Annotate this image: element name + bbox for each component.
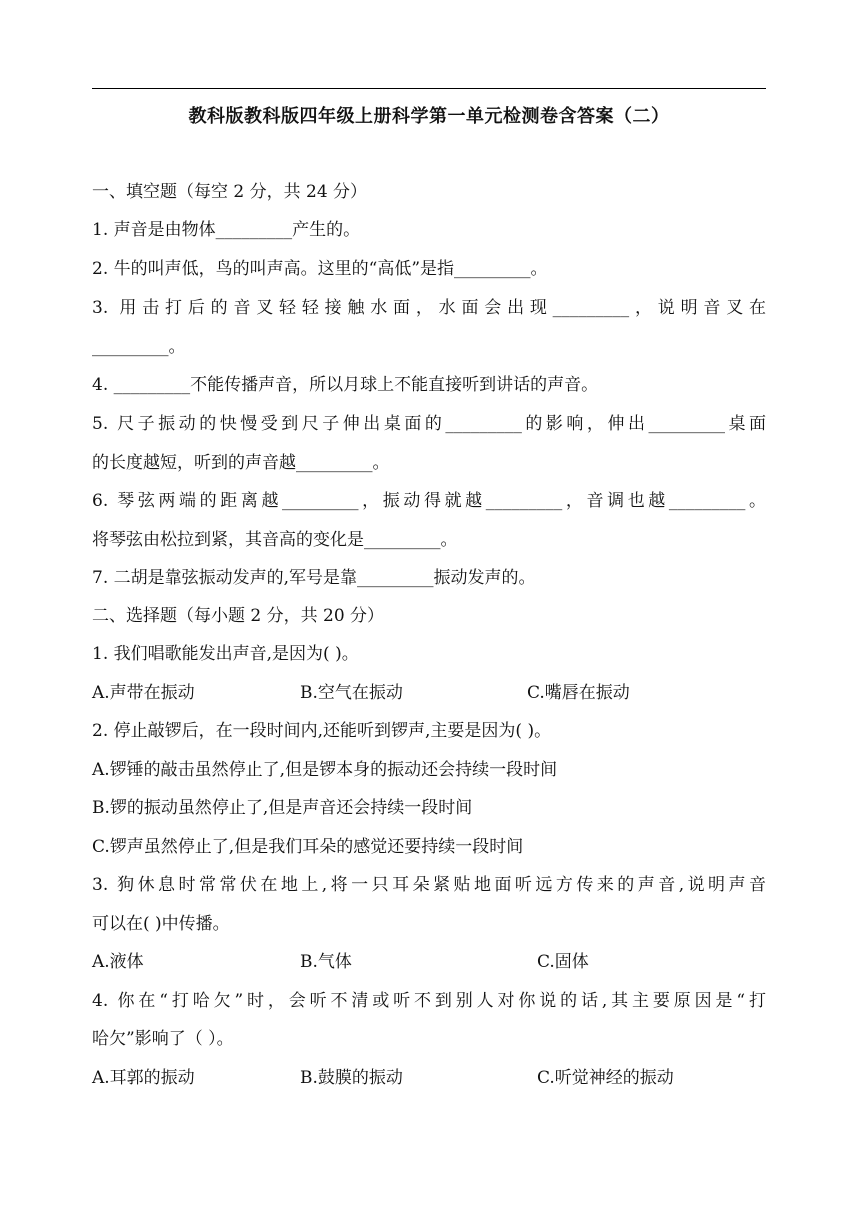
choice-question-1: 1. 我们唱歌能发出声音,是因为( )。 xyxy=(92,644,359,664)
q2-option-c: C.锣声虽然停止了,但是我们耳朵的感觉还要持续一段时间 xyxy=(92,837,524,857)
fill-question-7: 7. 二胡是靠弦振动发声的,军号是靠_________振动发声的。 xyxy=(92,568,536,588)
fill-question-3: 3. 用击打后的音叉轻轻接触水面，水面会出现_________，说明音叉在 xyxy=(92,298,766,318)
q1-option-b: B.空气在振动 xyxy=(300,683,403,703)
fill-question-6-cont: 将琴弦由松拉到紧，其音高的变化是_________。 xyxy=(92,530,458,550)
q3-option-a: A.液体 xyxy=(92,952,144,972)
choice-question-4-cont: 哈欠”影响了（ ）。 xyxy=(92,1029,234,1049)
q4-option-c: C.听觉神经的振动 xyxy=(537,1068,674,1088)
q4-option-b: B.鼓膜的振动 xyxy=(300,1068,403,1088)
q3-option-c: C.固体 xyxy=(537,952,589,972)
fill-question-5: 5. 尺子振动的快慢受到尺子伸出桌面的_________的影响，伸出_________桌面 xyxy=(92,414,766,434)
fill-question-3-cont: _________。 xyxy=(92,337,186,357)
choice-question-4: 4. 你在“打哈欠”时，会听不清或听不到别人对你说的话,其主要原因是“打 xyxy=(92,991,766,1011)
q3-option-b: B.气体 xyxy=(300,952,352,972)
section1-heading: 一、填空题（每空 2 分，共 24 分） xyxy=(92,182,368,202)
q1-option-c: C.嘴唇在振动 xyxy=(527,683,630,703)
choice-question-3: 3. 狗休息时常常伏在地上,将一只耳朵紧贴地面听远方传来的声音,说明声音 xyxy=(92,875,766,895)
q1-option-a: A.声带在振动 xyxy=(92,683,195,703)
section2-heading: 二、选择题（每小题 2 分，共 20 分） xyxy=(92,606,385,626)
q2-option-b: B.锣的振动虽然停止了,但是声音还会持续一段时间 xyxy=(92,798,473,818)
q4-option-a: A.耳郭的振动 xyxy=(92,1068,195,1088)
choice-question-2: 2. 停止敲锣后，在一段时间内,还能听到锣声,主要是因为( )。 xyxy=(92,721,552,741)
q2-option-a: A.锣锤的敲击虽然停止了,但是锣本身的振动还会持续一段时间 xyxy=(92,760,558,780)
page-title: 教科版教科版四年级上册科学第一单元检测卷含答案（二） xyxy=(188,106,670,127)
choice-question-3-cont: 可以在( )中传播。 xyxy=(92,914,230,934)
fill-question-2: 2. 牛的叫声低，鸟的叫声高。这里的“高低”是指_________。 xyxy=(92,259,548,279)
fill-question-4: 4. _________不能传播声音，所以月球上不能直接听到讲话的声音。 xyxy=(92,375,599,395)
fill-question-6: 6. 琴弦两端的距离越_________，振动得就越_________，音调也越_________。 xyxy=(92,491,766,511)
header-rule xyxy=(92,88,766,89)
fill-question-1: 1. 声音是由物体_________产生的。 xyxy=(92,220,361,240)
fill-question-5-cont: 的长度越短，听到的声音越_________。 xyxy=(92,453,390,473)
